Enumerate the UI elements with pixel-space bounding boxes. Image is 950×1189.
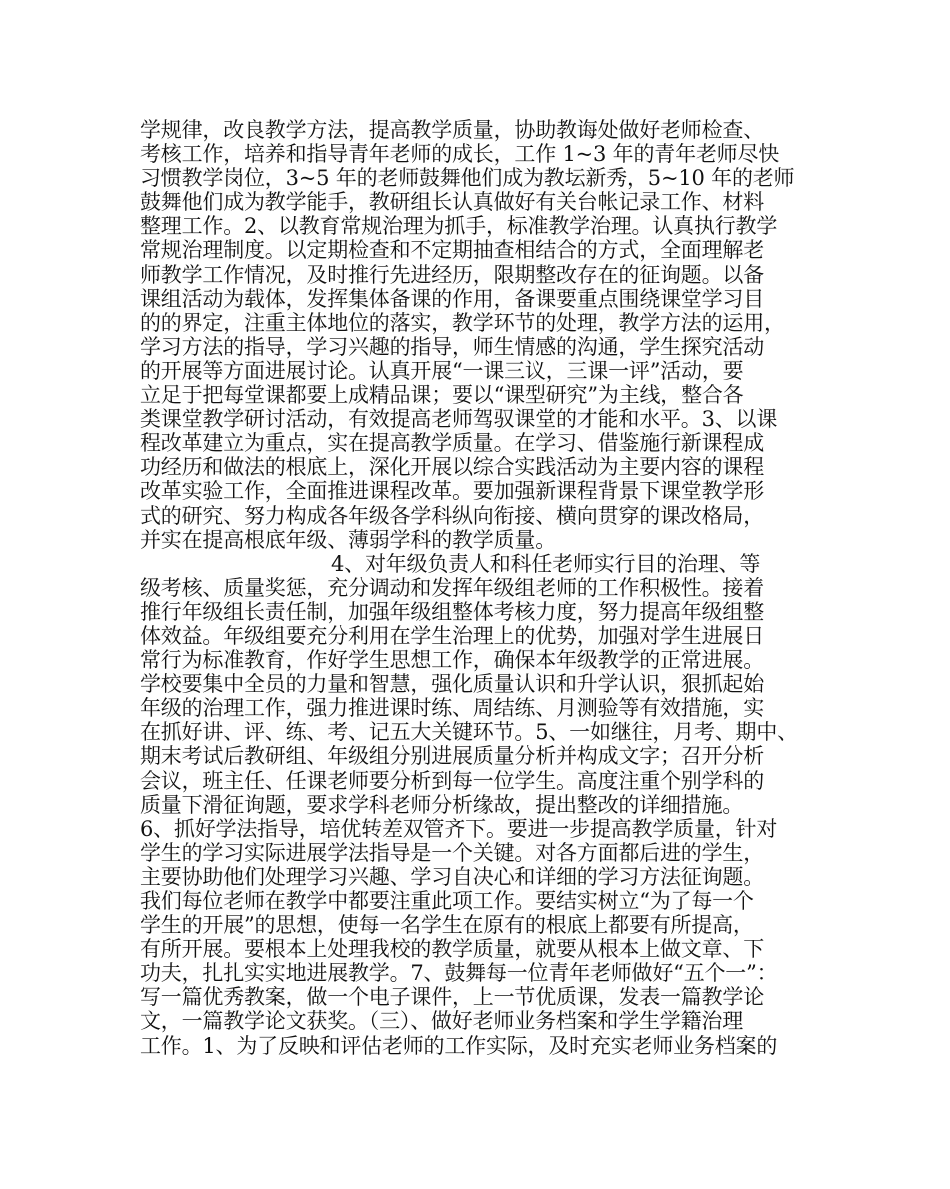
text-line: 学习方法的指导，学习兴趣的指导，师生情感的沟通，学生探究活动	[140, 334, 764, 359]
text-line: 常规治理制度。以定期检查和不定期抽查相结合的方式，全面理解老	[140, 238, 764, 263]
text-line: 功经历和做法的根底上，深化开展以综合实践活动为主要内容的课程	[140, 455, 764, 480]
text-line: 我们每位老师在教学中都要注重此项工作。要结实树立“为了每一个	[140, 889, 754, 913]
text-line: 质量下滑征询题，要求学科老师分析缘故，提出整改的详细措施。	[140, 792, 744, 817]
text-line: 鼓舞他们成为教学能手，教研组长认真做好有关台帐记录工作、材料	[140, 190, 764, 215]
text-line: 立足于把每堂课都要上成精品课；要以“课型研究”为主线，整合各	[140, 383, 744, 408]
text-line: 学生的开展”的思想，使每一名学生在原有的根底上都要有所提高，	[140, 913, 754, 938]
text-line: 常行为标准教育，作好学生思想工作，确保本年级教学的正常进展。	[140, 648, 764, 673]
text-line: 并实在提高根底年级、薄弱学科的教学质量。	[140, 527, 556, 552]
text-line: 学生的学习实际进展学法指导是一个关键。对各方面都后进的学生，	[140, 840, 764, 865]
text-line: 工作。1、为了反映和评估老师的工作实际，及时充实老师业务档案的	[140, 1033, 778, 1058]
text-line: 年级的治理工作，强力推进课时练、周结练、月测验等有效措施，实	[140, 696, 764, 721]
text-line: 写一篇优秀教案，做一个电子课件，上一节优质课，发表一篇教学论	[140, 985, 764, 1010]
text-line: 主要协助他们处理学习兴趣、学习自决心和详细的学习方法征询题。	[140, 864, 764, 889]
text-line: 体效益。年级组要充分利用在学生治理上的优势，加强对学生进展日	[140, 623, 764, 648]
text-line: 6、抓好学法指导，培优转差双管齐下。要进一步提高教学质量，针对	[140, 816, 778, 841]
text-line: 在抓好讲、评、练、考、记五大关键环节。5、一如继往，月考、期中、	[140, 720, 798, 745]
text-line: 师教学工作情况，及时推行先进经历，限期整改存在的征询题。以备	[140, 262, 764, 287]
text-line: 考核工作，培养和指导青年老师的成长，工作 1~3 年的青年老师尽快	[140, 142, 780, 167]
text-line: 习惯教学岗位，3~5 年的老师鼓舞他们成为教坛新秀，5~10 年的老师	[140, 166, 795, 191]
body-text	[140, 118, 822, 1058]
text-line: 的的界定，注重主体地位的落实，教学环节的处理，教学方法的运用，	[140, 310, 785, 335]
text-line: 文，一篇教学论文获奖。（三）、做好老师业务档案和学生学籍治理	[140, 1009, 743, 1034]
text-line: 类课堂教学研讨活动，有效提高老师驾驭课堂的才能和水平。3、以课	[140, 407, 778, 432]
text-line: 级考核、质量奖惩，充分调动和发挥年级组老师的工作积极性。接着	[140, 575, 764, 600]
text-line: 功夫，扎扎实实地进展教学。7、鼓舞每一位青年老师做好“五个一”：	[140, 961, 778, 986]
text-line: 期末考试后教研组、年级组分别进展质量分析并构成文字；召开分析	[140, 744, 764, 769]
text-line: 程改革建立为重点，实在提高教学质量。在学习、借鉴施行新课程成	[140, 431, 764, 456]
text-line: 式的研究、努力构成各年级各学科纵向衔接、横向贯穿的课改格局，	[140, 503, 764, 528]
text-line-indented: 4、对年级负责人和科任老师实行目的治理、等	[331, 551, 761, 576]
text-line: 课组活动为载体，发挥集体备课的作用，备课要重点围绕课堂学习目	[140, 286, 764, 311]
text-line: 学校要集中全员的力量和智慧，强化质量认识和升学认识，狠抓起始	[140, 672, 764, 697]
text-line: 会议，班主任、任课老师要分析到每一位学生。高度注重个别学科的	[140, 768, 764, 793]
text-line: 学规律，改良教学方法，提高教学质量，协助教诲处做好老师检查、	[140, 118, 764, 142]
text-line: 的开展等方面进展讨论。认真开展“一课三议，三课一评”活动，要	[140, 358, 744, 383]
text-line: 整理工作。2、以教育常规治理为抓手，标准教学治理。认真执行教学	[140, 214, 778, 239]
text-line: 有所开展。要根本上处理我校的教学质量，就要从根本上做文章、下	[140, 937, 764, 962]
text-line: 改革实验工作，全面推进课程改革。要加强新课程背景下课堂教学形	[140, 479, 764, 504]
text-line: 推行年级组长责任制，加强年级组整体考核力度，努力提高年级组整	[140, 599, 764, 624]
